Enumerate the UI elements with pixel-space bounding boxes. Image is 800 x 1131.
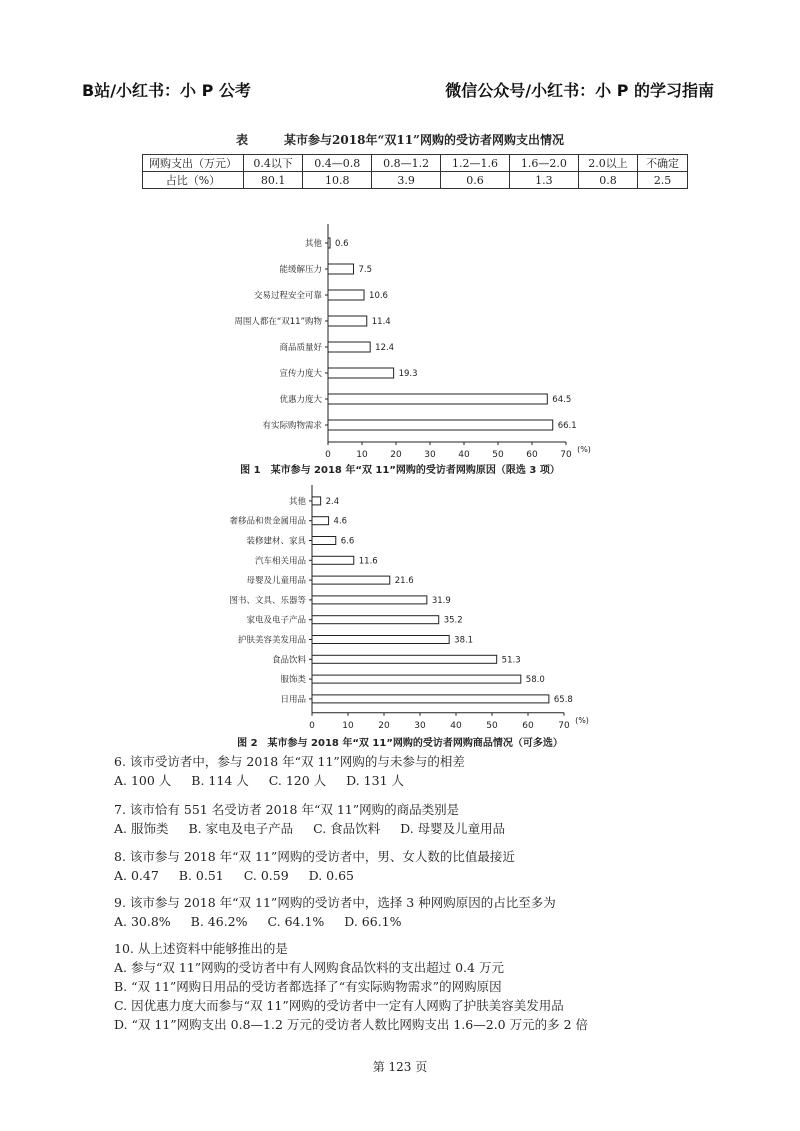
axis-unit-label: (%) (577, 445, 591, 454)
table-cell: 3.9 (372, 172, 441, 189)
bar (312, 517, 329, 525)
bar (328, 238, 330, 248)
spending-table (142, 154, 688, 189)
header-left-text: B站/小红书：小 P 公考 (82, 81, 251, 100)
option-c: C. 0.59 (243, 868, 289, 883)
bar (312, 655, 497, 663)
option-d: D. 母婴及儿童用品 (400, 821, 506, 836)
option-a: A. 参与“双 11”网购的受访者中有人网购食品饮料的支出超过 0.4 万元 (114, 960, 504, 975)
data-label: 66.1 (557, 421, 577, 431)
category-label: 有实际购物需求 (262, 421, 322, 431)
x-tick-label: 50 (486, 720, 498, 731)
option-c: C. 64.1% (267, 914, 325, 929)
bar (312, 596, 427, 604)
question-9 (114, 893, 556, 931)
chart-products (0, 485, 800, 750)
x-tick-label: 10 (342, 720, 354, 731)
question-stem: 10. 从上述资料中能够推出的是 (114, 941, 288, 956)
bar (328, 420, 553, 430)
question-6 (114, 752, 465, 790)
data-label: 4.6 (333, 516, 348, 527)
category-label: 护肤美容美发用品 (237, 635, 306, 646)
table-cell: 0.8—1.2 (372, 155, 441, 172)
chart-reasons (0, 220, 800, 480)
data-label: 11.4 (371, 317, 391, 327)
data-label: 12.4 (375, 343, 395, 353)
category-label: 交易过程安全可靠 (253, 291, 322, 301)
question-10 (114, 939, 588, 1034)
category-label: 商品质量好 (279, 343, 322, 353)
table-cell: 0.6 (441, 172, 510, 189)
bar (312, 695, 549, 703)
option-d: D. 0.65 (308, 868, 354, 883)
table-cell: 10.8 (303, 172, 372, 189)
question-stem: 9. 该市参与 2018 年“双 11”网购的受访者中，选择 3 种网购原因的占比至多为 (114, 895, 556, 910)
category-label: 奢移品和贵金属用品 (229, 516, 306, 527)
category-label: 装修建材、家具 (246, 536, 306, 547)
x-tick-label: 70 (558, 720, 570, 731)
option-a: A. 0.47 (114, 868, 159, 883)
data-label: 58.0 (525, 675, 545, 686)
category-label: 优惠力度大 (279, 395, 322, 405)
table-cell: 占比（%） (143, 172, 244, 189)
table-cell: 80.1 (244, 172, 303, 189)
table-cell: 0.4以下 (244, 155, 303, 172)
data-label: 38.1 (454, 635, 474, 646)
option-b: B. 114 人 (191, 773, 249, 788)
option-b: B. 0.51 (178, 868, 224, 883)
x-tick-label: 30 (424, 450, 436, 460)
option-c: C. 因优惠力度大而参与“双 11”网购的受访者中一定有人网购了护肤美容美发用品 (114, 998, 564, 1013)
table-cell: 不确定 (638, 155, 688, 172)
data-label: 10.6 (369, 291, 388, 301)
category-label: 能缓解压力 (279, 265, 322, 275)
page-number: 第 123 页 (372, 1060, 428, 1074)
data-label: 65.8 (553, 694, 573, 705)
category-label: 母婴及儿童用品 (246, 576, 306, 587)
table-cell: 2.0以上 (578, 155, 637, 172)
table-cell: 网购支出（万元） (143, 155, 244, 172)
bar (328, 290, 364, 300)
x-tick-label: 40 (450, 720, 462, 731)
chart-title: 图 1 某市参与 2018 年“双 11”网购的受访者网购原因（限选 3 项） (240, 465, 560, 476)
option-c: C. 120 人 (268, 773, 327, 788)
bar (312, 576, 390, 584)
category-label: 家电及电子产品 (246, 615, 306, 626)
table-title: 某市参与2018年“双11”网购的受访者网购支出情况 (284, 133, 564, 147)
option-d: D. 66.1% (344, 914, 402, 929)
option-d: D. 131 人 (346, 773, 404, 788)
x-tick-label: 40 (458, 450, 470, 460)
data-label: 31.9 (431, 595, 451, 606)
option-a: A. 服饰类 (114, 821, 169, 836)
option-a: A. 30.8% (114, 914, 171, 929)
option-b: B. “双 11”网购日用品的受访者都选择了“有实际购物需求”的网购原因 (114, 979, 502, 994)
x-tick-label: 60 (522, 720, 534, 731)
bar (328, 394, 547, 404)
x-tick-label: 50 (492, 450, 504, 460)
table-cell: 1.6—2.0 (509, 155, 578, 172)
bar (312, 616, 439, 624)
bar (312, 675, 521, 683)
header-right-text: 微信公众号/小红书：小 P 的学习指南 (445, 81, 714, 100)
option-b: B. 46.2% (190, 914, 248, 929)
table-caption (0, 131, 800, 148)
category-label: 周围人都在“双11”购物 (234, 317, 322, 327)
data-label: 7.5 (358, 265, 373, 275)
bar (328, 316, 367, 326)
data-label: 64.5 (552, 395, 572, 405)
table-cell: 0.8 (578, 172, 637, 189)
table-cell: 0.4—0.8 (303, 155, 372, 172)
bar (312, 636, 449, 644)
category-label: 日用品 (280, 694, 306, 705)
data-label: 51.3 (501, 655, 521, 666)
x-tick-label: 20 (390, 450, 402, 460)
category-label: 食品饮料 (271, 655, 306, 666)
table-cell: 1.2—1.6 (441, 155, 510, 172)
data-label: 21.6 (394, 576, 414, 587)
x-tick-label: 10 (356, 450, 368, 460)
table-row (143, 172, 688, 189)
table-row (143, 155, 688, 172)
category-label: 汽车相关用品 (254, 556, 306, 567)
option-b: B. 家电及电子产品 (188, 821, 294, 836)
category-label: 其他 (304, 239, 322, 249)
data-label: 11.6 (358, 556, 378, 567)
category-label: 其他 (288, 496, 306, 507)
x-tick-label: 0 (325, 450, 331, 460)
table-cell: 1.3 (509, 172, 578, 189)
axis-unit-label: (%) (575, 715, 589, 725)
data-label: 6.6 (340, 536, 355, 547)
bar (328, 368, 394, 378)
question-stem: 7. 该市恰有 551 名受访者 2018 年“双 11”网购的商品类别是 (114, 802, 460, 817)
data-label: 19.3 (398, 369, 418, 379)
question-stem: 8. 该市参与 2018 年“双 11”网购的受访者中，男、女人数的比值最接近 (114, 849, 515, 864)
question-8 (114, 847, 515, 885)
bar (328, 342, 370, 352)
bar (328, 264, 354, 274)
bar (312, 556, 354, 564)
question-7 (114, 800, 521, 838)
option-c: C. 食品饮料 (313, 821, 381, 836)
table-tag: 表 (236, 133, 249, 147)
bar (312, 497, 321, 505)
category-label: 图书、文具、乐器等 (229, 595, 306, 606)
question-stem: 6. 该市受访者中，参与 2018 年“双 11”网购的与未参与的相差 (114, 754, 465, 769)
x-tick-label: 60 (526, 450, 538, 460)
data-label: 0.6 (335, 239, 349, 249)
bar (312, 537, 336, 545)
table-cell: 2.5 (638, 172, 688, 189)
x-tick-label: 20 (378, 720, 390, 731)
x-tick-label: 30 (414, 720, 426, 731)
chart-title: 图 2 某市参与 2018 年“双 11”网购的受访者网购商品情况（可多选） (237, 737, 563, 749)
data-label: 2.4 (325, 496, 340, 507)
category-label: 服饰类 (280, 675, 306, 686)
category-label: 宣传力度大 (279, 369, 322, 379)
option-a: A. 100 人 (114, 773, 172, 788)
x-tick-label: 0 (309, 720, 315, 731)
option-d: D. “双 11”网购支出 0.8—1.2 万元的受访者人数比网购支出 1.6—2.0 万元的多 2 倍 (114, 1017, 588, 1032)
x-tick-label: 70 (560, 450, 572, 460)
data-label: 35.2 (443, 615, 463, 626)
